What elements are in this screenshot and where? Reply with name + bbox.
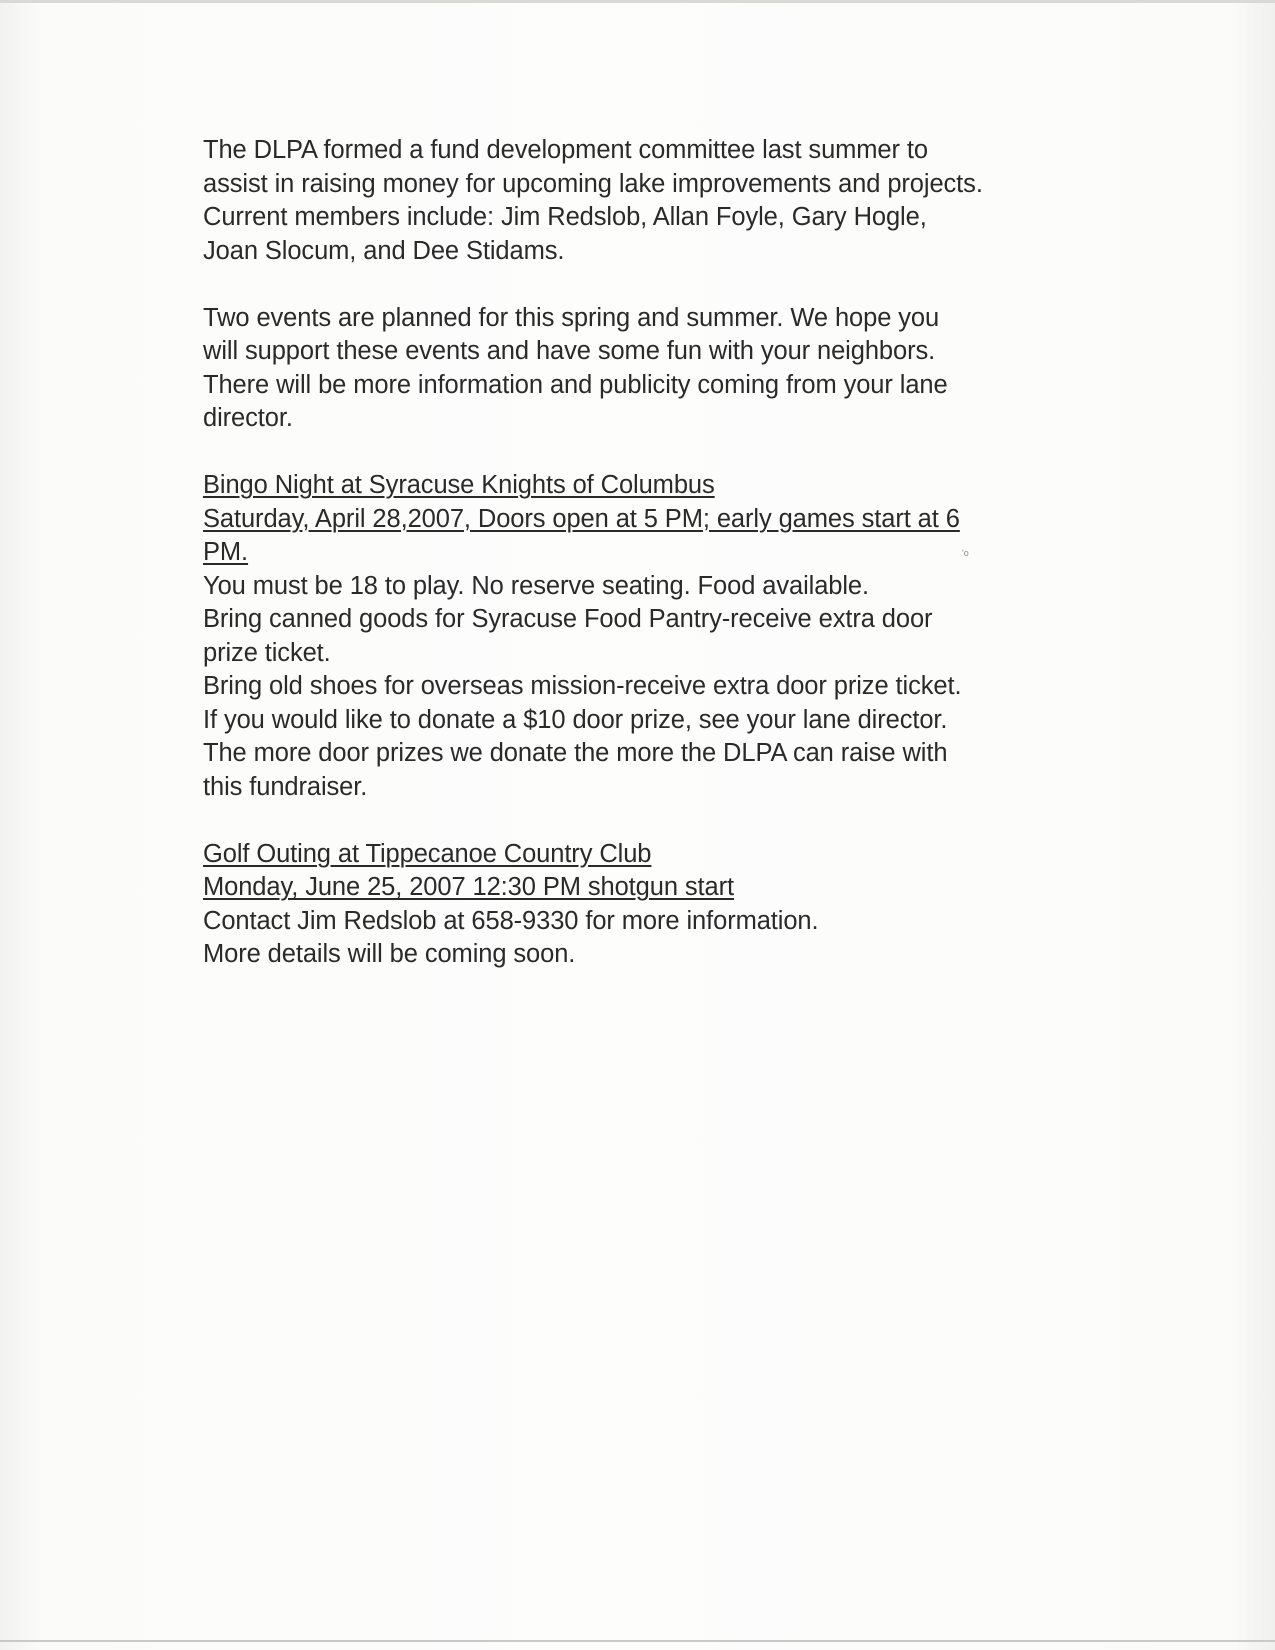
- stray-scan-mark: 'o: [962, 548, 969, 558]
- golf-detail-line: Contact Jim Redslob at 658-9330 for more information.: [203, 906, 819, 935]
- paragraph-gap: [203, 804, 1133, 838]
- golf-event-date: Monday, June 25, 2007 12:30 PM shotgun start: [203, 873, 734, 901]
- golf-event-title: Golf Outing at Tippecanoe Country Club: [203, 839, 652, 868]
- scan-bottom-edge: [0, 1640, 1275, 1642]
- newsletter-body: [203, 134, 1133, 972]
- golf-event-section: [203, 838, 1133, 972]
- paragraph-gap: [203, 268, 1133, 302]
- bingo-detail-line: prize ticket.: [203, 638, 331, 667]
- scan-top-edge: [0, 0, 1275, 3]
- bingo-detail-line: If you would like to donate a $10 door prize, see your lane director.: [203, 705, 948, 734]
- events-line: Two events are planned for this spring and summer. We hope you: [203, 303, 940, 332]
- bingo-detail-line: Bring canned goods for Syracuse Food Pantry-receive extra door: [203, 605, 933, 633]
- events-line: director.: [203, 404, 293, 432]
- bingo-detail-line: Bring old shoes for overseas mission-receive extra door prize ticket.: [203, 672, 962, 700]
- bingo-detail-line: You must be 18 to play. No reserve seating. Food available.: [203, 571, 870, 600]
- intro-line: Current members include: Jim Redslob, Allan Foyle, Gary Hogle,: [203, 203, 927, 231]
- events-line: There will be more information and publicity coming from your lane: [203, 370, 948, 399]
- intro-paragraph: [203, 134, 1133, 268]
- paragraph-gap: [203, 436, 1133, 470]
- intro-line: The DLPA formed a fund development committee last summer to: [203, 136, 928, 164]
- events-paragraph: [203, 302, 1133, 436]
- events-line: will support these events and have some fun with your neighbors.: [203, 337, 936, 365]
- bingo-detail-line: The more door prizes we donate the more the DLPA can raise with: [203, 739, 948, 767]
- bingo-event-date-continued: PM.: [203, 538, 249, 566]
- intro-line: assist in raising money for upcoming lake improvements and projects.: [203, 169, 983, 198]
- bingo-event-section: [203, 469, 1133, 804]
- bingo-detail-line: this fundraiser.: [203, 772, 368, 801]
- bingo-event-title: Bingo Night at Syracuse Knights of Columbus: [203, 471, 715, 499]
- intro-line: Joan Slocum, and Dee Stidams.: [203, 236, 565, 265]
- bingo-event-date: Saturday, April 28,2007, Doors open at 5 PM; early games start at 6: [203, 504, 960, 533]
- golf-detail-line: More details will be coming soon.: [203, 940, 576, 968]
